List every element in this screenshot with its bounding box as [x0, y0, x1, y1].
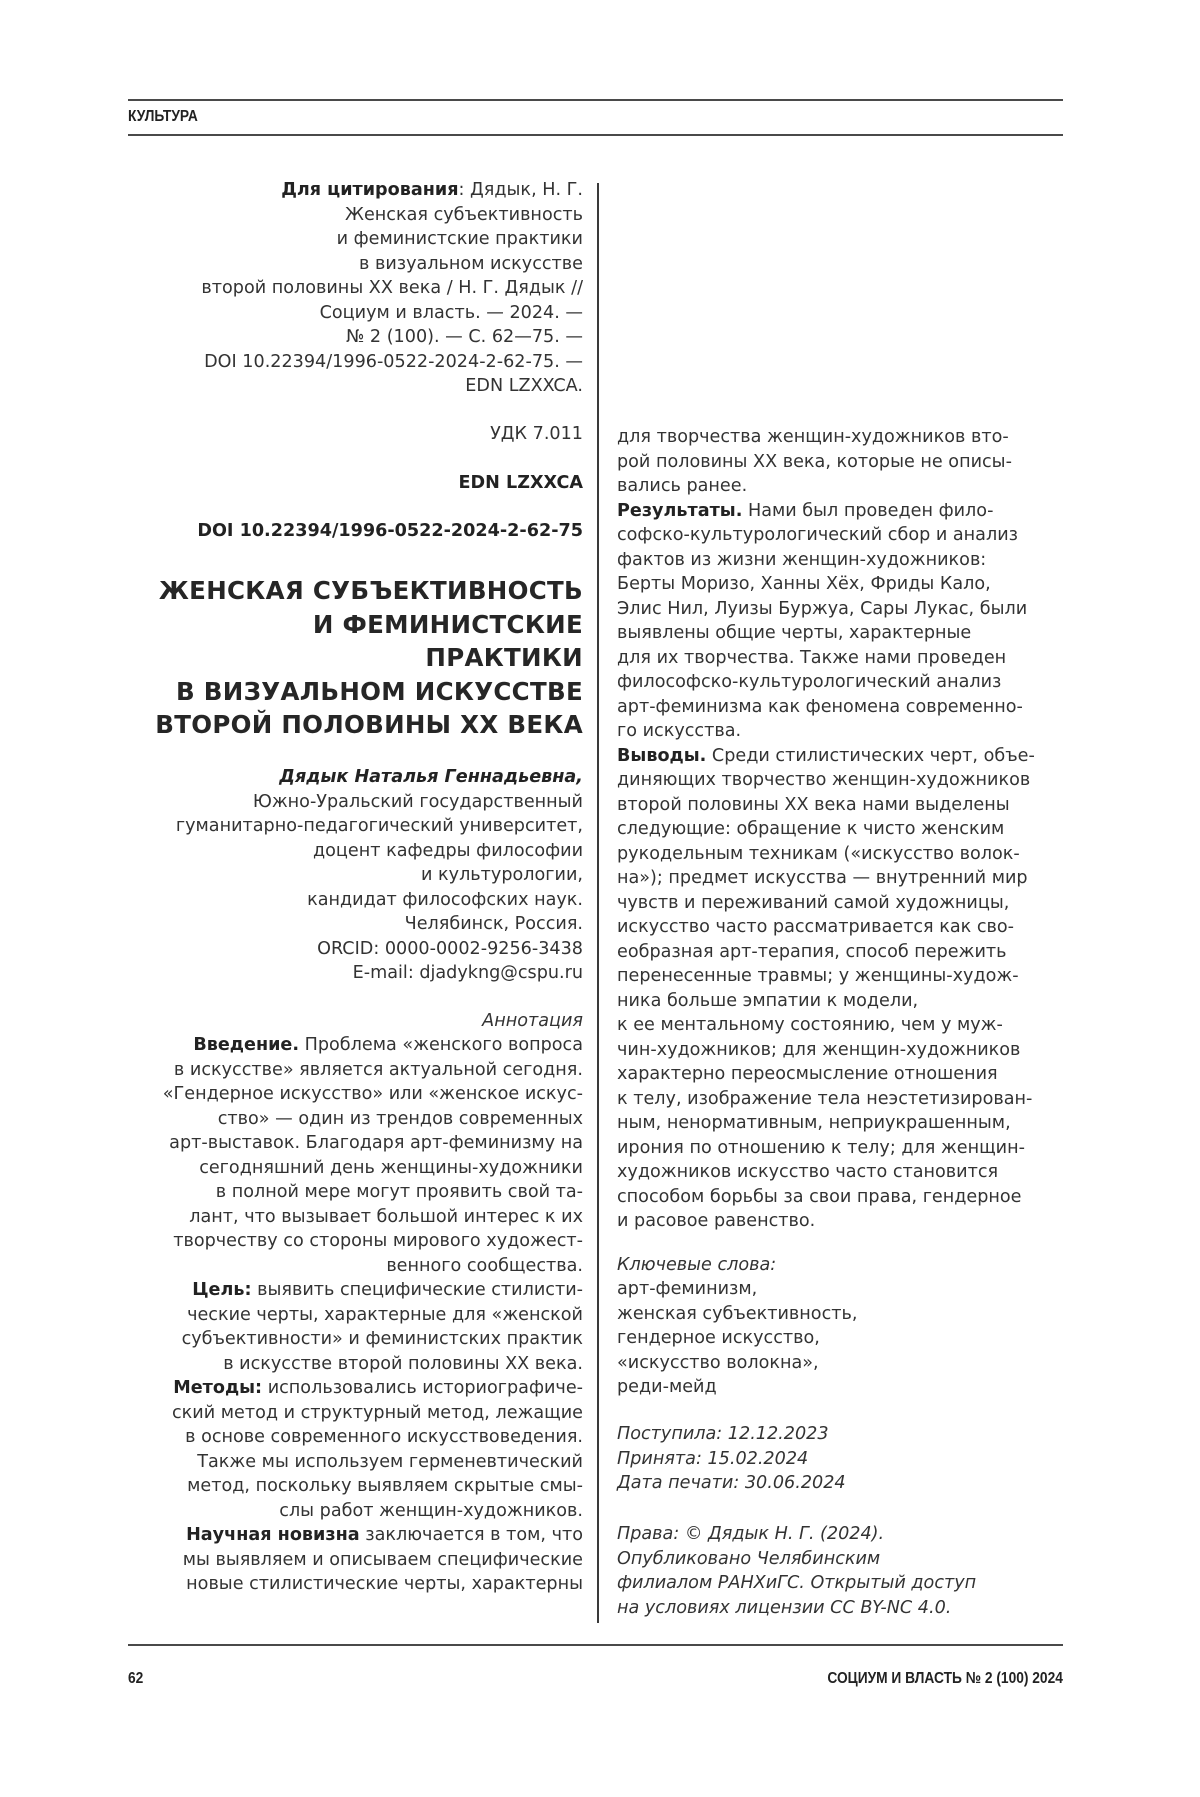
bold-lead: Выводы. — [617, 746, 706, 766]
line-text: EDN LZXXCA. — [465, 376, 583, 396]
line-text: «Гендерное искусство» или «женское искус- — [163, 1084, 583, 1104]
text-line — [617, 572, 1035, 597]
section-header: КУЛЬТУРА — [128, 108, 198, 126]
text-line — [201, 301, 583, 326]
text-line — [176, 839, 583, 864]
text-line — [176, 937, 583, 962]
text-line — [201, 350, 583, 375]
text-line — [176, 888, 583, 913]
line-text: выявить специфические стилисти- — [252, 1280, 583, 1300]
line-text: фактов из жизни женщин-художников: — [617, 550, 986, 570]
line-text: Аннотация — [482, 1011, 583, 1031]
text-line — [617, 1596, 976, 1621]
text-line — [176, 863, 583, 888]
line-text: реди-мейд — [617, 1377, 717, 1397]
line-text: софско-культурологический сбор и анализ — [617, 525, 1018, 545]
text-line — [617, 744, 1035, 769]
text-line — [617, 866, 1035, 891]
line-text: субъективности» и феминистских практик — [182, 1329, 583, 1349]
line-text: выявлены общие черты, характерные — [617, 623, 971, 643]
text-line — [617, 1160, 1035, 1185]
line-text: и культурологии, — [421, 865, 583, 885]
line-text: чувств и переживаний самой художницы, — [617, 893, 1009, 913]
text-line — [617, 548, 1035, 573]
line-text: рукодельным техникам («искусство волок- — [617, 844, 1020, 864]
line-text: ирония по отношению к телу; для женщин- — [617, 1138, 1025, 1158]
text-line — [155, 608, 583, 642]
text-line — [163, 1474, 583, 1499]
text-line — [176, 814, 583, 839]
line-text: Социум и власть. — 2024. — — [320, 303, 583, 323]
line-text: E-mail: djadykng@cspu.ru — [353, 963, 583, 983]
line-text: и расовое равенство. — [617, 1211, 815, 1231]
text-line — [163, 1572, 583, 1597]
line-text: ство» — один из трендов современных — [218, 1109, 583, 1129]
line-text: Проблема «женского вопроса — [299, 1035, 583, 1055]
line-text: перенесенные травмы; у женщины-худож- — [617, 966, 1019, 986]
publication-dates — [617, 1422, 846, 1496]
text-line — [163, 1033, 583, 1058]
line-text: вались ранее. — [617, 476, 747, 496]
text-line — [163, 1205, 583, 1230]
text-line — [617, 891, 1035, 916]
line-text: использовались историографиче- — [262, 1378, 583, 1398]
line-text: диняющих творчество женщин-художников — [617, 770, 1030, 790]
text-line — [176, 912, 583, 937]
line-text: венного сообщества. — [386, 1256, 583, 1276]
text-line — [617, 646, 1035, 671]
text-line — [617, 1277, 857, 1302]
line-text: Также мы используем герменевтический — [197, 1452, 583, 1472]
line-text: кандидат философских наук. — [307, 890, 583, 910]
text-line — [617, 1471, 846, 1496]
text-line — [163, 1254, 583, 1279]
text-line — [617, 1422, 846, 1447]
line-text: Права: © Дядык Н. Г. (2024). — [617, 1524, 884, 1544]
annotation-label — [482, 1009, 583, 1034]
text-line — [176, 961, 583, 986]
line-text: «искусство волокна», — [617, 1353, 819, 1373]
text-line — [201, 374, 583, 399]
line-text: в искусстве второй половины XX века. — [223, 1354, 583, 1374]
text-line — [163, 1327, 583, 1352]
text-line — [617, 1447, 846, 1472]
text-line — [163, 1548, 583, 1573]
text-line — [617, 964, 1035, 989]
line-text: Ключевые слова: — [617, 1255, 776, 1275]
line-text: Элис Нил, Луизы Буржуа, Сары Лукас, были — [617, 599, 1027, 619]
text-line — [617, 1302, 857, 1327]
text-line — [617, 989, 1035, 1014]
line-text: Принята: 15.02.2024 — [617, 1449, 808, 1469]
text-line — [617, 1136, 1035, 1161]
text-line — [163, 1278, 583, 1303]
line-text: в искусстве» является актуальной сегодня. — [174, 1060, 583, 1080]
line-text: искусство часто рассматривается как сво- — [617, 917, 1014, 937]
text-line — [617, 621, 1035, 646]
text-line — [163, 1523, 583, 1548]
text-line — [617, 940, 1035, 965]
line-text: ческие черты, характерные для «женской — [187, 1305, 583, 1325]
text-line — [617, 842, 1035, 867]
text-line — [201, 276, 583, 301]
line-text: лант, что вызывает большой интерес к их — [189, 1207, 583, 1227]
text-line — [617, 474, 1035, 499]
text-line — [617, 768, 1035, 793]
line-text: в полной мере могут проявить свой та- — [216, 1182, 583, 1202]
column-divider — [597, 183, 599, 1623]
header-bottom-rule — [128, 134, 1063, 136]
header-top-rule — [128, 99, 1063, 101]
text-line — [176, 790, 583, 815]
text-line — [617, 1013, 1035, 1038]
line-text: Поступила: 12.12.2023 — [617, 1424, 829, 1444]
text-line — [201, 203, 583, 228]
line-text: Южно-Уральский государственный — [253, 792, 583, 812]
line-text: ORCID: 0000-0002-9256-3438 — [317, 939, 583, 959]
line-text: на»); предмет искусства — внутренний мир — [617, 868, 1028, 888]
line-text: арт-выставок. Благодаря арт-феминизму на — [169, 1133, 583, 1153]
line-text: характерно переосмысление отношения — [617, 1064, 998, 1084]
page-number: 62 — [128, 1670, 143, 1688]
text-line — [617, 1253, 776, 1278]
text-line — [617, 1522, 976, 1547]
line-text: мы выявляем и описываем специфические — [183, 1550, 583, 1570]
text-line — [155, 675, 583, 709]
line-text: доцент кафедры философии — [313, 841, 583, 861]
line-text: арт-феминизм, — [617, 1279, 757, 1299]
line-text: к телу, изображение тела неэстетизирован- — [617, 1089, 1032, 1109]
edn-code — [459, 471, 583, 496]
rights-notice — [617, 1522, 976, 1620]
text-line — [163, 1401, 583, 1426]
text-line — [617, 915, 1035, 940]
text-line — [617, 1209, 1035, 1234]
text-line — [197, 519, 583, 544]
line-text: и феминистские практики — [337, 229, 583, 249]
text-line — [163, 1107, 583, 1132]
line-text: ЖЕНСКАЯ СУБЪЕКТИВНОСТЬ — [159, 576, 583, 605]
text-line — [617, 1326, 857, 1351]
line-text: Дата печати: 30.06.2024 — [617, 1473, 846, 1493]
text-line — [163, 1425, 583, 1450]
text-line — [617, 1087, 1035, 1112]
line-text: на условиях лицензии CC BY-NC 4.0. — [617, 1598, 951, 1618]
line-text: рой половины XX века, которые не описы- — [617, 452, 1012, 472]
keywords-label — [617, 1253, 776, 1278]
line-text: в визуальном искусстве — [359, 254, 583, 274]
text-line — [482, 1009, 583, 1034]
doi-code — [197, 519, 583, 544]
line-text: № 2 (100). — С. 62—75. — — [346, 327, 583, 347]
text-line — [163, 1058, 583, 1083]
udk-code — [490, 422, 583, 447]
text-line — [176, 765, 583, 790]
line-text: В ВИЗУАЛЬНОМ ИСКУССТВЕ — [176, 677, 583, 706]
line-text: гуманитарно-педагогический университет, — [176, 816, 583, 836]
line-text: для их творчества. Также нами проведен — [617, 648, 1006, 668]
line-text: филиалом РАНХиГС. Открытый доступ — [617, 1573, 976, 1593]
text-line — [617, 1351, 857, 1376]
text-line — [201, 227, 583, 252]
text-line — [163, 1082, 583, 1107]
bold-lead: Введение. — [193, 1035, 299, 1055]
line-text: следующие: обращение к чисто женским — [617, 819, 1004, 839]
line-text: го искусства. — [617, 721, 741, 741]
text-line — [163, 1131, 583, 1156]
text-line — [617, 1185, 1035, 1210]
abstract-right-column — [617, 425, 1035, 1234]
line-text: И ФЕМИНИСТСКИЕ — [313, 610, 583, 639]
line-text: Женская субъективность — [345, 205, 583, 225]
text-line — [490, 422, 583, 447]
text-line — [617, 597, 1035, 622]
text-line — [201, 325, 583, 350]
text-line — [163, 1303, 583, 1328]
line-text: заключается в том, что — [360, 1525, 583, 1545]
text-line — [617, 670, 1035, 695]
text-line — [617, 695, 1035, 720]
bold-lead: Дядык Наталья Геннадьевна, — [279, 767, 583, 787]
text-line — [617, 1571, 976, 1596]
line-text: Нами был проведен фило- — [742, 501, 993, 521]
text-line — [617, 793, 1035, 818]
text-line — [617, 817, 1035, 842]
keywords-list — [617, 1277, 857, 1400]
text-line — [155, 708, 583, 742]
text-line — [163, 1229, 583, 1254]
citation-block — [201, 178, 583, 399]
bold-lead: Научная новизна — [186, 1525, 360, 1545]
line-text: ПРАКТИКИ — [425, 643, 583, 672]
text-line — [155, 574, 583, 608]
bold-lead: DOI 10.22394/1996-0522-2024-2-62-75 — [197, 521, 583, 541]
text-line — [617, 523, 1035, 548]
line-text: УДК 7.011 — [490, 424, 583, 444]
text-line — [617, 1038, 1035, 1063]
line-text: арт-феминизма как феномена современно- — [617, 697, 1023, 717]
line-text: чин-художников; для женщин-художников — [617, 1040, 1020, 1060]
line-text: ника больше эмпатии к модели, — [617, 991, 918, 1011]
line-text: художников искусство часто становится — [617, 1162, 998, 1182]
line-text: Опубликовано Челябинским — [617, 1549, 880, 1569]
text-line — [617, 425, 1035, 450]
bold-lead: EDN LZXXCA — [459, 473, 583, 493]
text-line — [459, 471, 583, 496]
line-text: Челябинск, Россия. — [405, 914, 583, 934]
bold-lead: Методы: — [173, 1378, 262, 1398]
line-text: к ее ментальному состоянию, чем у муж- — [617, 1015, 1003, 1035]
text-line — [163, 1376, 583, 1401]
bold-lead: Для цитирования — [281, 180, 458, 200]
line-text: способом борьбы за свои права, гендерное — [617, 1187, 1022, 1207]
line-text: : Дядык, Н. Г. — [459, 180, 583, 200]
line-text: ский метод и структурный метод, лежащие — [172, 1403, 583, 1423]
line-text: новые стилистические черты, характерны — [186, 1574, 583, 1594]
line-text: творчеству со стороны мирового художест- — [173, 1231, 583, 1251]
bold-lead: Результаты. — [617, 501, 742, 521]
line-text: для творчества женщин-художников вто- — [617, 427, 1009, 447]
line-text: слы работ женщин-художников. — [279, 1501, 583, 1521]
line-text: второй половины XX века / Н. Г. Дядык // — [201, 278, 583, 298]
line-text: ным, ненормативным, неприукрашенным, — [617, 1113, 1011, 1133]
text-line — [163, 1352, 583, 1377]
text-line — [163, 1156, 583, 1181]
abstract-left-column — [163, 1033, 583, 1597]
author-info — [176, 765, 583, 986]
text-line — [617, 719, 1035, 744]
text-line — [617, 1375, 857, 1400]
line-text: второй половины XX века нами выделены — [617, 795, 1010, 815]
line-text: еобразная арт-терапия, способ пережить — [617, 942, 1007, 962]
text-line — [163, 1499, 583, 1524]
line-text: Среди стилистических черт, объе- — [706, 746, 1034, 766]
line-text: Берты Моризо, Ханны Хёх, Фриды Кало, — [617, 574, 991, 594]
footer-rule — [128, 1644, 1063, 1646]
text-line — [617, 1547, 976, 1572]
bold-lead: Цель: — [192, 1280, 251, 1300]
line-text: сегодняшний день женщины-художники — [199, 1158, 583, 1178]
line-text: метод, поскольку выявляем скрытые смы- — [187, 1476, 583, 1496]
text-line — [155, 641, 583, 675]
text-line — [617, 1111, 1035, 1136]
line-text: ВТОРОЙ ПОЛОВИНЫ XX ВЕКА — [155, 710, 583, 739]
line-text: женская субъективность, — [617, 1304, 857, 1324]
text-line — [201, 252, 583, 277]
text-line — [617, 1062, 1035, 1087]
text-line — [617, 499, 1035, 524]
text-line — [201, 178, 583, 203]
text-line — [163, 1180, 583, 1205]
journal-issue: СОЦИУМ И ВЛАСТЬ № 2 (100) 2024 — [827, 1670, 1063, 1688]
line-text: DOI 10.22394/1996-0522-2024-2-62-75. — — [204, 352, 583, 372]
line-text: в основе современного искусствоведения. — [185, 1427, 583, 1447]
text-line — [163, 1450, 583, 1475]
line-text: философско-культурологический анализ — [617, 672, 1001, 692]
article-title — [155, 574, 583, 742]
line-text: гендерное искусство, — [617, 1328, 820, 1348]
text-line — [617, 450, 1035, 475]
